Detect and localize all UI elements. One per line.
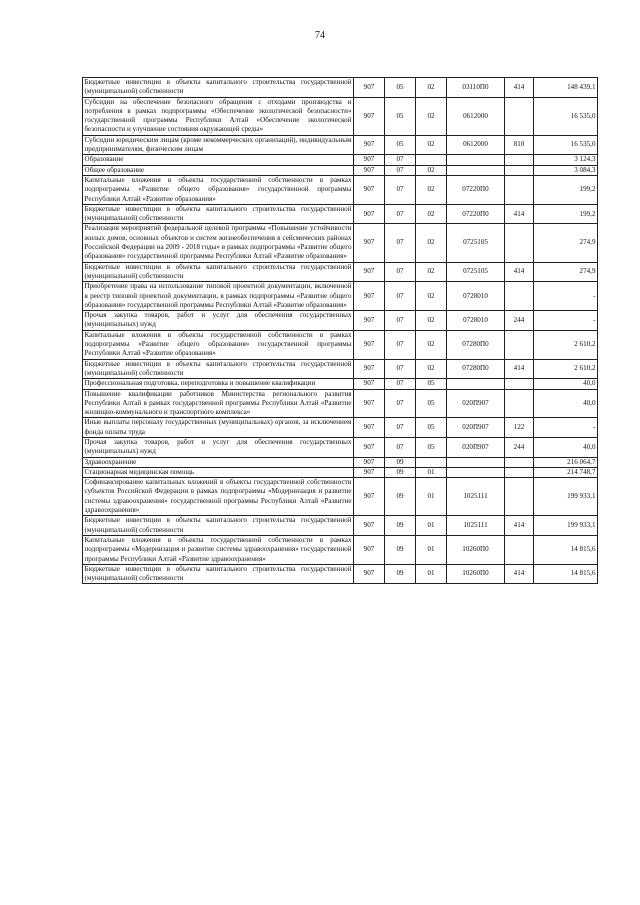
row-sum-cell: 2 610,2 [534, 359, 598, 379]
row-ved-cell: 907 [354, 389, 385, 418]
row-expense-type-cell: 244 [505, 311, 534, 331]
row-section-cell: 05 [385, 97, 416, 135]
row-target-article-cell [447, 457, 505, 467]
row-section-cell: 05 [385, 135, 416, 155]
row-sum-cell: 199,2 [534, 175, 598, 204]
row-target-article-cell: 1025111 [447, 516, 505, 536]
row-sum-cell: 40,0 [534, 379, 598, 389]
row-expense-type-cell [505, 155, 534, 165]
row-expense-type-cell: 122 [505, 418, 534, 438]
row-name-cell: Иные выплаты персоналу государственных (муниципальных) органов, за исключением фонда оплаты труда [84, 418, 352, 436]
row-name-cell: Стационарная медицинская помощь [83, 467, 354, 477]
row-target-article-cell: 0728010 [447, 282, 505, 311]
table-row [83, 224, 598, 262]
row-ved-cell: 907 [354, 564, 385, 584]
row-name-cell: Профессиональная подготовка, переподготовка и повышение квалификации [83, 379, 354, 389]
row-ved-cell: 907 [354, 457, 385, 467]
row-name-cell: Капитальные вложения в объекты государственной собственности в рамках подпрограммы «Модернизация и развитие системы здравоохранения» государственной программы Республики Алтай «Развитие здравоохранения» [84, 535, 352, 563]
row-ved-cell: 907 [354, 78, 385, 98]
row-sum-cell: 3 084,3 [534, 165, 598, 175]
row-target-article-cell: 03110П0 [447, 78, 505, 98]
row-section-cell: 09 [385, 478, 416, 516]
row-sum-cell: 3 124,3 [534, 155, 598, 165]
row-target-article-cell: 07220П0 [447, 204, 505, 224]
row-expense-type-cell: 244 [505, 437, 534, 457]
row-expense-type-cell [505, 467, 534, 477]
table-row [83, 516, 598, 536]
row-ved-cell: 907 [354, 311, 385, 331]
row-name-cell: Софинансирование капитальных вложений в объекты государственной собственности субъектов Российской Федерации в рамках подпрограммы «Модернизация и развитие системы здравоохранения» государственной программы Республики Алтай «Развитие здравоохранения» [84, 478, 352, 515]
budget-table-body [83, 78, 598, 584]
row-sum-cell: 216 064,7 [534, 457, 598, 467]
row-subsection-cell: 02 [416, 262, 447, 282]
row-expense-type-cell: 414 [505, 359, 534, 379]
row-ved-cell: 907 [354, 437, 385, 457]
table-row [83, 155, 598, 165]
row-target-article-cell: 0612000 [447, 97, 505, 135]
row-name-cell: Прочая закупка товаров, работ и услуг для обеспечения государственных (муниципальных) нужд [84, 311, 352, 329]
table-row [83, 478, 598, 516]
row-ved-cell: 907 [354, 535, 385, 564]
row-sum-cell: - [534, 282, 598, 311]
row-subsection-cell: 02 [416, 175, 447, 204]
row-subsection-cell [416, 457, 447, 467]
row-expense-type-cell [505, 379, 534, 389]
row-expense-type-cell: 414 [505, 204, 534, 224]
row-subsection-cell: 05 [416, 437, 447, 457]
row-expense-type-cell [505, 478, 534, 516]
table-row [83, 135, 598, 155]
row-name-cell: Бюджетные инвестиции в объекты капитального строительства государственной (муниципальной) собственности [84, 78, 352, 96]
row-subsection-cell: 02 [416, 97, 447, 135]
row-subsection-cell: 02 [416, 165, 447, 175]
table-row [83, 418, 598, 438]
row-section-cell: 07 [385, 155, 416, 165]
row-section-cell: 07 [385, 437, 416, 457]
row-subsection-cell: 02 [416, 330, 447, 359]
row-ved-cell: 907 [354, 282, 385, 311]
row-section-cell: 07 [385, 330, 416, 359]
row-section-cell: 07 [385, 175, 416, 204]
row-expense-type-cell [505, 175, 534, 204]
row-name-cell: Субсидии юридическим лицам (кроме некоммерческих организаций), индивидуальным предпринимателям, физическим лицам [84, 135, 352, 154]
row-name-cell: Бюджетные инвестиции в объекты капитального строительства государственной (муниципальной) собственности [84, 262, 352, 280]
table-row [83, 78, 598, 98]
row-name-cell: Бюджетные инвестиции в объекты капитального строительства государственной (муниципальной) собственности [84, 516, 352, 534]
row-section-cell: 07 [385, 262, 416, 282]
table-row [83, 175, 598, 204]
row-subsection-cell: 02 [416, 135, 447, 155]
row-expense-type-cell: 414 [505, 564, 534, 584]
budget-table [82, 77, 598, 584]
row-section-cell: 07 [385, 418, 416, 438]
row-target-article-cell: 0612000 [447, 135, 505, 155]
row-ved-cell: 907 [354, 204, 385, 224]
row-name-cell: Бюджетные инвестиции в объекты капитального строительства государственной (муниципальной) собственности [84, 204, 352, 223]
row-subsection-cell: 01 [416, 535, 447, 564]
row-expense-type-cell: 414 [505, 78, 534, 98]
row-target-article-cell [447, 165, 505, 175]
row-section-cell: 07 [385, 359, 416, 379]
row-target-article-cell [447, 155, 505, 165]
table-row [83, 437, 598, 457]
row-subsection-cell: 01 [416, 467, 447, 477]
row-ved-cell: 907 [354, 478, 385, 516]
row-target-article-cell: 10260П0 [447, 535, 505, 564]
table-row [83, 282, 598, 311]
row-name-cell: Общее образование [83, 165, 354, 175]
row-ved-cell: 907 [354, 97, 385, 135]
row-ved-cell: 907 [354, 379, 385, 389]
row-ved-cell: 907 [354, 418, 385, 438]
row-section-cell: 09 [385, 564, 416, 584]
row-subsection-cell: 02 [416, 282, 447, 311]
row-section-cell: 09 [385, 457, 416, 467]
row-name-cell: Капитальные вложения в объекты государственной собственности в рамках подпрограммы «Развитие общего образования» государственной программы Республики Алтай «Развитие образования» [84, 175, 352, 203]
row-target-article-cell: 07220П0 [447, 175, 505, 204]
row-section-cell: 09 [385, 535, 416, 564]
row-sum-cell: 14 815,6 [534, 564, 598, 584]
row-expense-type-cell: 810 [505, 135, 534, 155]
row-subsection-cell: 02 [416, 311, 447, 331]
row-name-cell: Реализация мероприятий федеральной целевой программы «Повышение устойчивости жилых домов, основных объектов и систем жизнеобеспечения в сейсмических районах Российской Федерации на 2009 - 2018 годы» в рамках подпрограммы «Развитие общего образования» государственной программы Республики Алтай «Развитие образования» [84, 224, 352, 261]
row-ved-cell: 907 [354, 224, 385, 262]
row-ved-cell: 907 [354, 155, 385, 165]
row-sum-cell: 274,9 [534, 262, 598, 282]
row-section-cell: 07 [385, 204, 416, 224]
row-name-cell: Субсидии на обеспечение безопасного обращения с отходами производства и потребления в рамках подпрограммы «Обеспечение экологической безопасности» государственной программы Республики Алтай «Обеспечение экологической безопасности и улучшение состояния окружающей среды» [84, 97, 352, 134]
row-ved-cell: 907 [354, 516, 385, 536]
row-ved-cell: 907 [354, 359, 385, 379]
row-target-article-cell [447, 467, 505, 477]
row-subsection-cell: 01 [416, 516, 447, 536]
row-target-article-cell: 020П907 [447, 418, 505, 438]
table-row [83, 262, 598, 282]
table-row [83, 165, 598, 175]
row-ved-cell: 907 [354, 135, 385, 155]
row-section-cell: 05 [385, 78, 416, 98]
row-subsection-cell: 05 [416, 379, 447, 389]
page-number: 74 [315, 30, 325, 41]
row-expense-type-cell [505, 97, 534, 135]
row-expense-type-cell [505, 330, 534, 359]
row-sum-cell: - [534, 418, 598, 438]
row-sum-cell: 199 933,1 [534, 478, 598, 516]
row-subsection-cell: 01 [416, 478, 447, 516]
row-section-cell: 07 [385, 224, 416, 262]
row-ved-cell: 907 [354, 175, 385, 204]
row-name-cell: Повышение квалификации работников Министерства регионального развития Республики Алтай в рамках государственной программы Республики Алтай «Развитие жилищно-коммунального и транспортного комплекса» [84, 389, 352, 417]
row-expense-type-cell [505, 224, 534, 262]
table-row [83, 330, 598, 359]
row-target-article-cell: 020П907 [447, 437, 505, 457]
table-row [83, 389, 598, 418]
row-sum-cell: 40,0 [534, 389, 598, 418]
row-name-cell: Прочая закупка товаров, работ и услуг для обеспечения государственных (муниципальных) нужд [84, 437, 352, 456]
row-target-article-cell: 0725105 [447, 262, 505, 282]
row-expense-type-cell: 414 [505, 516, 534, 536]
table-row [83, 359, 598, 379]
row-target-article-cell: 10260П0 [447, 564, 505, 584]
row-name-cell: Здравоохранение [83, 457, 354, 467]
row-target-article-cell: 020П907 [447, 389, 505, 418]
row-subsection-cell [416, 155, 447, 165]
row-sum-cell: 14 815,6 [534, 535, 598, 564]
row-subsection-cell: 02 [416, 204, 447, 224]
table-row [83, 97, 598, 135]
row-subsection-cell: 02 [416, 78, 447, 98]
row-expense-type-cell [505, 389, 534, 418]
row-section-cell: 07 [385, 379, 416, 389]
row-sum-cell: 199 933,1 [534, 516, 598, 536]
row-expense-type-cell: 414 [505, 262, 534, 282]
row-target-article-cell [447, 379, 505, 389]
row-sum-cell: - [534, 311, 598, 331]
row-expense-type-cell [505, 282, 534, 311]
row-name-cell: Капитальные вложения в объекты государственной собственности в рамках подпрограммы «Развитие общего образования» государственной программы Республики Алтай «Развитие образования» [84, 330, 352, 358]
table-row [83, 535, 598, 564]
row-sum-cell: 16 535,0 [534, 97, 598, 135]
row-subsection-cell: 02 [416, 224, 447, 262]
row-subsection-cell: 01 [416, 564, 447, 584]
row-subsection-cell: 05 [416, 418, 447, 438]
row-sum-cell: 16 535,0 [534, 135, 598, 155]
row-ved-cell: 907 [354, 330, 385, 359]
row-sum-cell: 199,2 [534, 204, 598, 224]
row-section-cell: 09 [385, 467, 416, 477]
row-sum-cell: 214 748,7 [534, 467, 598, 477]
row-section-cell: 07 [385, 282, 416, 311]
row-sum-cell: 2 610,2 [534, 330, 598, 359]
row-section-cell: 07 [385, 165, 416, 175]
row-expense-type-cell [505, 165, 534, 175]
row-target-article-cell: 0725105 [447, 224, 505, 262]
row-section-cell: 09 [385, 516, 416, 536]
row-subsection-cell: 02 [416, 359, 447, 379]
row-expense-type-cell [505, 457, 534, 467]
table-row [83, 457, 598, 467]
row-name-cell: Приобретение права на использование типовой проектной документации, включенной в реестр типовой проектной документации, в рамках подпрограммы «Развитие общего образования» государственной программы Республики Алтай «Развитие образования» [84, 282, 352, 309]
table-row [83, 564, 598, 584]
table-row [83, 204, 598, 224]
row-name-cell: Бюджетные инвестиции в объекты капитального строительства государственной (муниципальной) собственности [84, 359, 352, 377]
table-row [83, 467, 598, 477]
row-target-article-cell: 07280П0 [447, 359, 505, 379]
row-ved-cell: 907 [354, 165, 385, 175]
row-expense-type-cell [505, 535, 534, 564]
row-ved-cell: 907 [354, 467, 385, 477]
row-name-cell: Образование [83, 155, 354, 165]
row-ved-cell: 907 [354, 262, 385, 282]
row-section-cell: 07 [385, 389, 416, 418]
row-sum-cell: 274,9 [534, 224, 598, 262]
row-sum-cell: 148 439,1 [534, 78, 598, 98]
row-sum-cell: 40,0 [534, 437, 598, 457]
row-target-article-cell: 1025111 [447, 478, 505, 516]
row-section-cell: 07 [385, 311, 416, 331]
table-row [83, 311, 598, 331]
table-row [83, 379, 598, 389]
row-name-cell: Бюджетные инвестиции в объекты капитального строительства государственной (муниципальной) собственности [84, 564, 352, 583]
row-subsection-cell: 05 [416, 389, 447, 418]
row-target-article-cell: 0728010 [447, 311, 505, 331]
row-target-article-cell: 07280П0 [447, 330, 505, 359]
